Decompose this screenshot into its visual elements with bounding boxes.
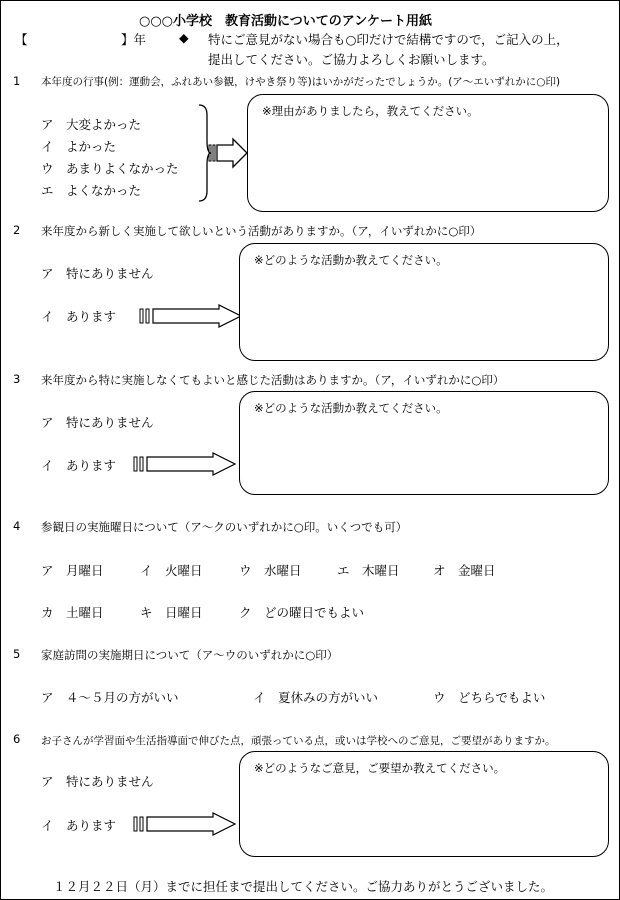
q2-option-a[interactable]: ア 特にありません (41, 266, 154, 281)
q2-number: 2 (13, 223, 21, 237)
q1-text: 本年度の行事(例：運動会，ふれあい参観，けやき祭り等)はいかがだったでしょうか。(ア～エいずれかに○印) (41, 76, 561, 88)
q3-detail-box[interactable] (239, 391, 609, 495)
q6-number: 6 (13, 732, 21, 746)
header-note-line1: 特にご意見がない場合も○印だけで結構ですので，ご記入の上， (208, 32, 569, 47)
q2-arrow-icon (139, 305, 243, 327)
q3-option-a[interactable]: ア 特にありません (41, 415, 154, 430)
q1-option-c[interactable]: ウ あまりよくなかった (41, 161, 179, 176)
q4-option-any[interactable]: ク どの曜日でもよい (239, 605, 365, 620)
q3-text: 来年度から特に実施しなくてもよいと感じた活動はありますか。（ア，イいずれかに○印） (41, 373, 505, 387)
q1-reason-box[interactable] (247, 94, 609, 212)
diamond-icon: ◆ (179, 30, 189, 45)
grade-close-bracket: 】年 (121, 32, 147, 47)
q4-option-thu[interactable]: エ 木曜日 (337, 563, 400, 578)
q5-text: 家庭訪問の実施期日について（ア～ウのいずれかに○印） (41, 648, 339, 662)
q3-number: 3 (13, 372, 21, 386)
q1-option-b[interactable]: イ よかった (41, 139, 117, 154)
q6-text: お子さんが学習面や生活指導面で伸びた点，頑張っている点，或いは学校へのご意見，ご要望がありますか。 (41, 735, 556, 747)
q4-option-wed[interactable]: ウ 水曜日 (239, 563, 302, 578)
q3-box-label: ※どのような活動か教えてください。 (254, 401, 448, 415)
q6-arrow-icon (133, 813, 237, 835)
q1-number: 1 (13, 74, 21, 88)
q2-text: 来年度から新しく実施して欲しいという活動がありますか。（ア，イいずれかに○印） (41, 224, 482, 238)
q3-arrow-icon (133, 453, 237, 475)
q3-option-b[interactable]: イ あります (41, 458, 117, 473)
q4-number: 4 (13, 519, 21, 533)
q2-option-b[interactable]: イ あります (41, 309, 117, 324)
q5-option-b[interactable]: イ 夏休みの方がいい (253, 690, 379, 705)
q4-text: 参観日の実施曜日について（ア～クのいずれかに○印。いくつでも可） (41, 520, 408, 534)
q4-option-fri[interactable]: オ 金曜日 (433, 563, 496, 578)
q1-option-d[interactable]: エ よくなかった (41, 183, 142, 198)
q1-option-a[interactable]: ア 大変よかった (41, 117, 142, 132)
q1-box-label: ※理由がありましたら，教えてください。 (262, 104, 479, 118)
q5-option-c[interactable]: ウ どちらでもよい (433, 690, 546, 705)
q2-box-label: ※どのような活動か教えてください。 (254, 253, 448, 267)
q1-brace-arrow-icon (197, 103, 251, 203)
footer-note: １２月２２日（月）までに担任まで提出してください。ご協力ありがとうございました。 (53, 879, 554, 894)
q4-option-sun[interactable]: キ 日曜日 (140, 605, 203, 620)
grade-input[interactable] (33, 32, 121, 47)
q6-option-a[interactable]: ア 特にありません (41, 774, 154, 789)
q6-detail-box[interactable] (239, 751, 609, 857)
header-note-line2: 提出してください。ご協力よろしくお願いします。 (208, 52, 495, 67)
page-title: ○○○小学校 教育活動についてのアンケート用紙 (139, 14, 432, 29)
q5-number: 5 (13, 647, 21, 661)
q6-box-label: ※どのようなご意見，ご要望か教えてください。 (254, 761, 506, 775)
q4-option-mon[interactable]: ア 月曜日 (41, 563, 104, 578)
q5-option-a[interactable]: ア ４～５月の方がいい (41, 690, 179, 705)
q2-detail-box[interactable] (239, 243, 609, 361)
q6-option-b[interactable]: イ あります (41, 818, 117, 833)
q4-option-sat[interactable]: カ 土曜日 (41, 605, 104, 620)
q4-option-tue[interactable]: イ 火曜日 (140, 563, 203, 578)
grade-open-bracket: 【 (15, 32, 28, 47)
